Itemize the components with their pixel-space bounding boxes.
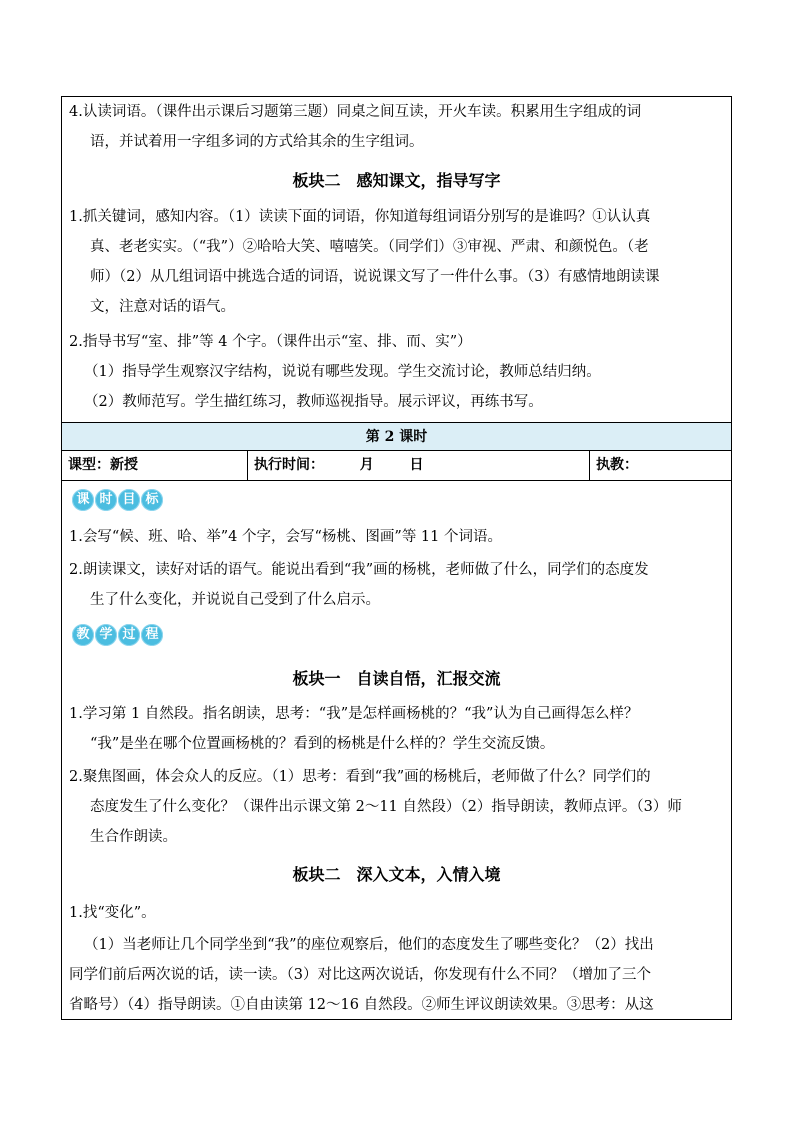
text-line: 生了什么变化，并说说自己受到了什么启示。 <box>90 592 380 608</box>
text-line: 同学们前后两次说的话，读一读。（3）对比这两次说话，你发现有什么不同？（增加了三个 <box>69 967 651 983</box>
goal-item-2 <box>62 555 731 615</box>
lesson-type-cell: 课型：新授 <box>62 451 248 480</box>
text-line: （1）指导学生观察汉字结构，说说有哪些发现。学生交流讨论，教师总结归纳。 <box>84 364 601 380</box>
section-heading: 板块二 感知课文，指导写字 <box>292 171 501 190</box>
teacher-cell: 执教： <box>596 457 638 473</box>
text-line: 语，并试着用一字组多词的方式给其余的生字组词。 <box>90 134 424 150</box>
reading-words-item <box>62 97 731 157</box>
teaching-process-tag <box>72 624 164 649</box>
day-label: 日 <box>409 457 424 473</box>
tag-char: 过 <box>118 624 140 646</box>
lesson-period-banner: 第 2 课时 <box>62 422 731 451</box>
keywords-item <box>62 202 731 322</box>
text-line: 2.朗读课文，读好对话的语气。能说出看到“我”画的杨桃，老师做了什么，同学们的态度发 <box>69 562 649 578</box>
time-label: 执行时间： <box>254 457 324 473</box>
text-line: 1.抓关键词，感知内容。（1）读读下面的词语，你知道每组词语分别写的是谁吗？①认认真 <box>69 209 651 225</box>
lesson-goals-tag <box>72 489 164 514</box>
goal-item-1 <box>62 522 731 552</box>
writing-guide-item <box>62 327 731 417</box>
text-line: 真、老老实实。（“我”）②哈哈大笑、嘻嘻笑。（同学们）③审视、严肃、和颜悦色。（老 <box>90 239 649 255</box>
block1-item-1 <box>62 699 731 759</box>
text-line: 1.会写“候、班、哈、举”4 个字，会写“杨桃、图画”等 11 个词语。 <box>69 529 502 545</box>
execution-time-cell <box>248 451 590 480</box>
text-line: “我”是坐在哪个位置画杨桃的？看到的杨桃是什么样的？学生交流反馈。 <box>90 736 555 752</box>
text-line: 1.学习第 1 自然段。指名朗读，思考：“我”是怎样画杨桃的？“我”认为自己画得怎么样？ <box>69 706 639 722</box>
lesson-info-row <box>62 451 731 481</box>
tag-char: 课 <box>72 489 94 511</box>
tag-char: 程 <box>141 624 163 646</box>
tag-char: 学 <box>95 624 117 646</box>
text-line: 2.指导书写“室、排”等 4 个字。（课件出示“室、排、而、实”） <box>69 334 472 350</box>
block1-heading: 板块一 自读自悟，汇报交流 <box>292 669 501 688</box>
block2-heading: 板块二 深入文本，入情入境 <box>292 865 501 884</box>
text-line: 省略号）（4）指导朗读。①自由读第 12～16 自然段。②师生评议朗读效果。③思考：从这 <box>69 997 654 1013</box>
text-line: （1）当老师让几个同学坐到“我”的座位观察后，他们的态度发生了哪些变化？（2）找出 <box>84 937 654 953</box>
text-line: 师）（2）从几组词语中挑选合适的词语，说说课文写了一件什么事。（3）有感情地朗读课 <box>90 269 660 285</box>
tag-char: 标 <box>141 489 163 511</box>
block2-item-1-detail <box>62 930 731 1020</box>
text-line: 2.聚焦图画，体会众人的反应。（1）思考：看到“我”画的杨桃后，老师做了什么？同学们的 <box>69 769 651 785</box>
text-line: （2）教师范写。学生描红练习，教师巡视指导。展示评议，再练书写。 <box>84 394 543 410</box>
tag-char: 时 <box>95 489 117 511</box>
text-line: 1.找“变化”。 <box>69 905 156 921</box>
block2-item-1 <box>62 898 731 928</box>
tag-char: 目 <box>118 489 140 511</box>
text-line: 生合作朗读。 <box>90 829 177 845</box>
text-line: 文，注意对话的语气。 <box>90 299 235 315</box>
text-line: 4.认读词语。（课件出示课后习题第三题）同桌之间互读，开火车读。积累用生字组成的词 <box>69 104 642 120</box>
tag-char: 教 <box>72 624 94 646</box>
lesson-plan-table <box>61 96 732 1020</box>
text-line: 态度发生了什么变化？（课件出示课文第 2～11 自然段）（2）指导朗读，教师点评。（3）师 <box>90 799 682 815</box>
block1-item-2 <box>62 762 731 852</box>
month-label: 月 <box>359 457 374 473</box>
